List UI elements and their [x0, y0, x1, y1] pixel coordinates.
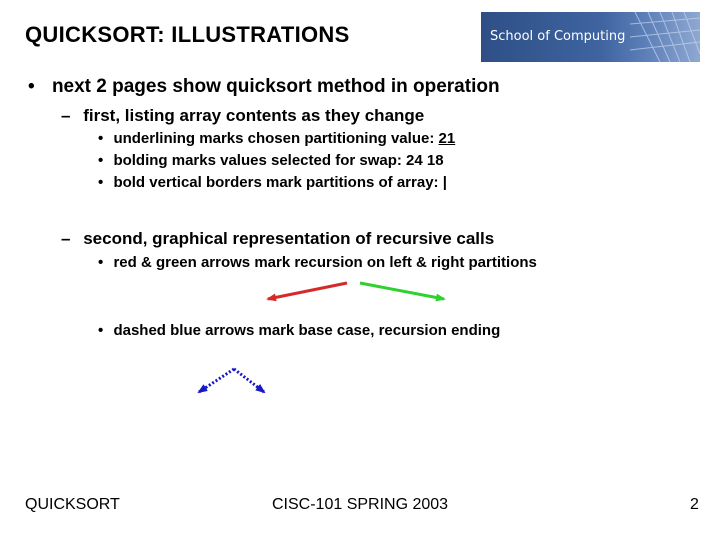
bullet-marker: •: [98, 254, 104, 271]
sub-bullet-text: second, graphical representation of recursive calls: [83, 229, 495, 248]
dash-marker: –: [61, 229, 71, 248]
slide-title: QUICKSORT: ILLUSTRATIONS: [25, 22, 350, 47]
item-text: bolding marks values selected for swap: 24 18: [113, 152, 444, 169]
blue-base-case-arrow-left: [199, 369, 234, 392]
dash-marker: –: [61, 106, 71, 125]
item-text: bold vertical borders mark partitions of array: |: [113, 174, 447, 191]
item-text: red & green arrows mark recursion on left & right partitions: [113, 254, 537, 271]
logo-text: School of Computing: [490, 29, 626, 44]
bullet-marker: •: [98, 130, 104, 147]
partition-value: 21: [438, 130, 456, 147]
bullet-marker: •: [28, 76, 35, 97]
green-recursion-arrow: [360, 283, 444, 299]
blue-base-case-arrow-right: [234, 369, 264, 392]
footer-left: QUICKSORT: [25, 496, 120, 513]
sub-bullet-text: first, listing array contents as they change: [83, 106, 425, 125]
bullet-text: next 2 pages show quicksort method in operation: [51, 76, 500, 97]
item-text: dashed blue arrows mark base case, recursion ending: [113, 322, 501, 339]
page-number: 2: [690, 496, 699, 513]
item-text: underlining marks chosen partitioning value:: [113, 130, 439, 147]
bullet-marker: •: [98, 174, 104, 191]
bullet-marker: •: [98, 152, 104, 169]
red-recursion-arrow: [268, 283, 347, 299]
footer-center: CISC-101 SPRING 2003: [272, 496, 449, 513]
bullet-marker: •: [98, 322, 104, 339]
